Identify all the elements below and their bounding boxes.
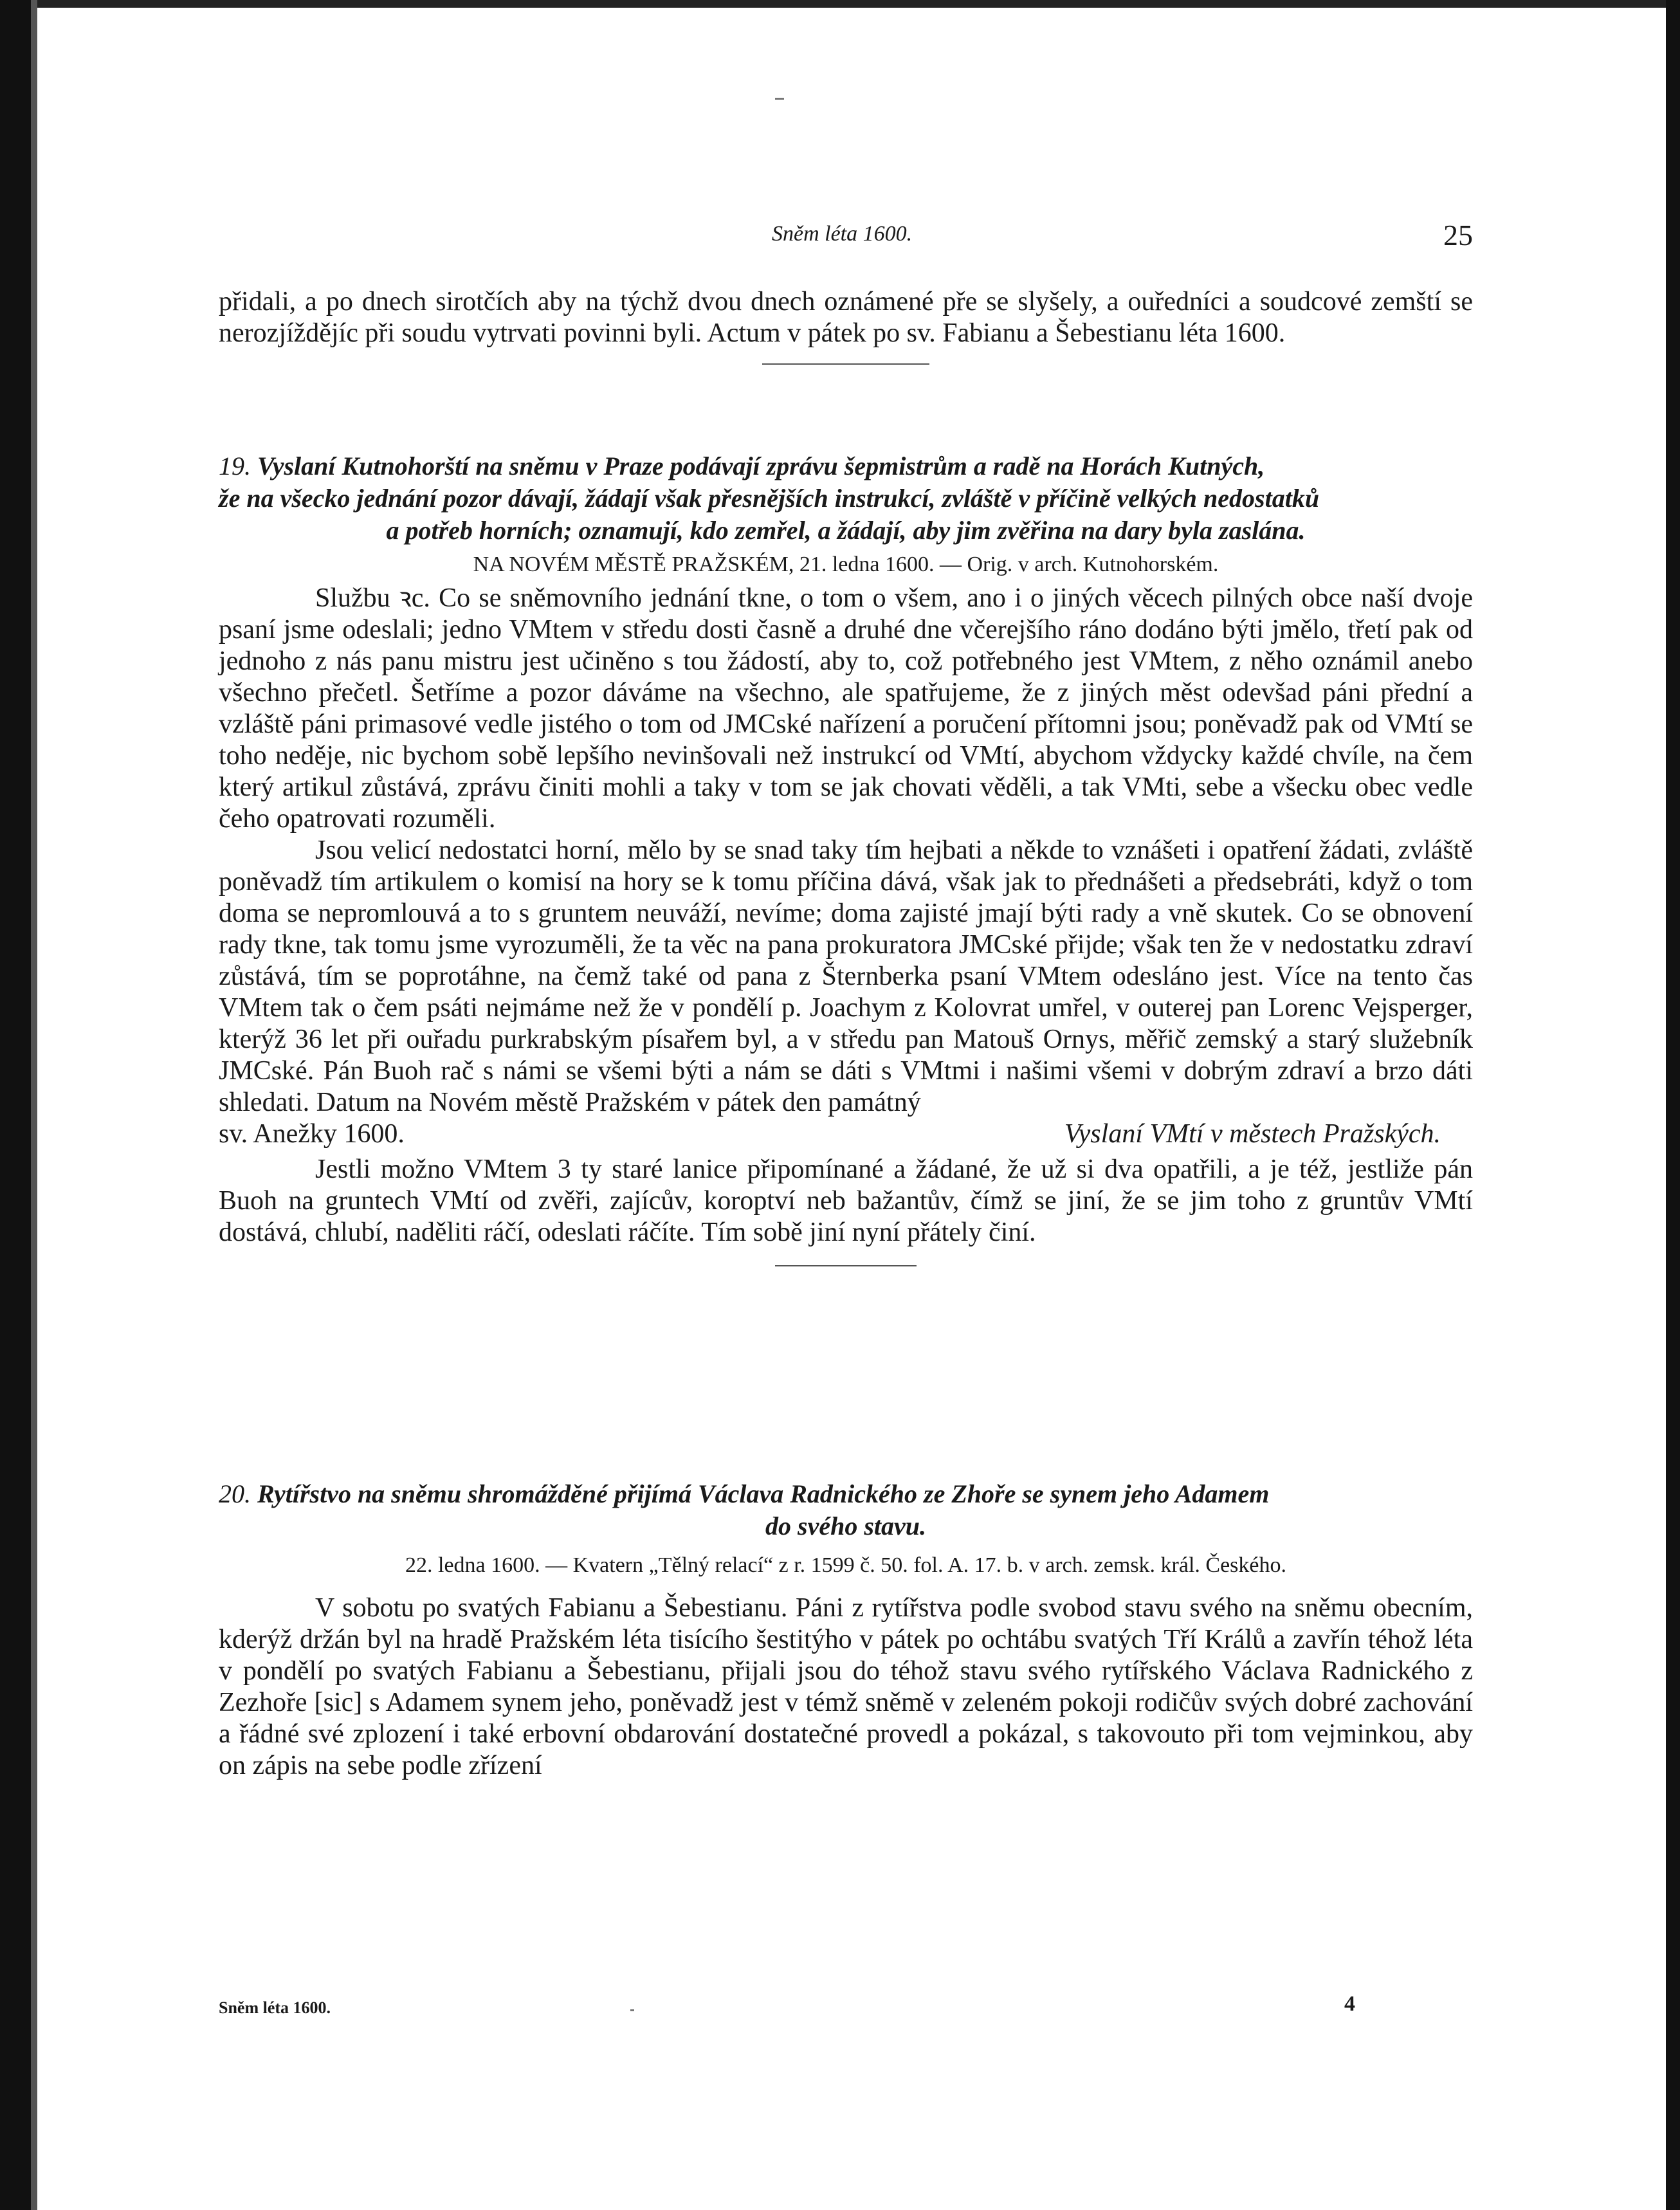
doc19-source: NA NOVÉM MĚSTĚ PRAŽSKÉM, 21. ledna 1600. — Orig. v arch. Kutnohorském. [473, 552, 1219, 576]
footer-title: Sněm léta 1600. [219, 1998, 331, 2017]
continuation-block [219, 286, 1473, 365]
doc19-number: 19. [219, 452, 251, 480]
doc19-heading [219, 450, 1473, 482]
signature-mark: 4 [1344, 1992, 1355, 2016]
doc19-heading-line1: Vyslaní Kutnohorští na sněmu v Praze podávají zprávu šepmistrům a radě na Horách Kutných, [257, 452, 1265, 480]
scan-left-edge [0, 0, 31, 2210]
scan-right-edge [1666, 0, 1680, 2210]
doc20-source: 22. ledna 1600. — Kvatern „Tělný relací“ z r. 1599 č. 50. fol. A. 17. b. v arch. zemsk. král. Českého. [405, 1553, 1286, 1577]
doc19-heading-line2: že na všecko jednání pozor dávají, žádají však přesnějších instrukcí, zvláště v příčině velkých nedostatků [219, 484, 1320, 513]
document-20 [219, 1478, 1473, 1782]
doc19-signature-line [219, 1119, 1473, 1150]
separator-rule [762, 363, 929, 365]
doc19-date-end: sv. Anežky 1600. [219, 1119, 405, 1149]
separator-rule [775, 1265, 917, 1266]
running-head [219, 219, 1473, 260]
document-19 [219, 450, 1473, 1266]
doc19-paragraph-2: Jsou velicí nedostatci horní, mělo by se snad taky tím hejbati a někde to vznášeti i opatření žádati, zvláště poněvadž tím artikulem o komisí na hory se k tomu příčina dává, však jak to přednášeti a předsebráti, když o tom doma se nepromlouvá a to s gruntem neuváží, nevíme; doma zajisté jmají býti rady a vně skutek. Co se obnovení rady tkne, tak tomu jsme vyrozuměli, že ta věc na pana prokuratora JMCské přijde; však ten že v nedostatku zdraví zůstává, tím se poprotáhne, na čemž také od pana z Šternberka psaní VMtem odesláno jest. Více na tento čas VMtem tak o čem psáti nejmáme než že v pondělí p. Joachym z Kolovrat umřel, v outerej pan Lorenc Vejsperger, kterýž 36 let při ouřadu purkrabským písařem byl, a v středu pan Matouš Ornys, měřič zemský a starý služebník JMCské. Pán Buoh rač s námi se všemi býti a nám se dáti s VMtmi i našimi všemi v dobrým zdraví a brzo dáti shledati. Datum na Novém městě Pražském v pátek den památný [219, 836, 1473, 1117]
doc20-number: 20. [219, 1479, 251, 1508]
scan-speck [775, 98, 784, 100]
continuation-paragraph: přidali, a po dnech sirotčích aby na týchž dvou dnech oznámené pře se slyšely, a ouředníci a soudcové zemští se nerozjíždějíc při soudu vytrvati povinni byli. Actum v pátek po sv. Fabianu a Šebestianu léta 1600. [219, 287, 1473, 348]
doc19-paragraph-3: Jestli možno VMtem 3 ty staré lanice připomínané a žádané, že už si dva opatřili, a je též, jestliže pán Buoh na gruntech VMtí od zvěři, zajícův, koroptví neb bažantův, čímž se jiní, že se jim toho z gruntův VMtí dostává, chlubí, naděliti ráčí, odeslati ráčíte. Tím sobě jiní nyní přátely činí. [219, 1155, 1473, 1247]
doc20-paragraph-1: V sobotu po svatých Fabianu a Šebestianu. Páni z rytířstva podle svobod stavu svého na sněmu obecním, kderýž držán byl na hradě Pražském léta tisícího šestitýho v pátek po ochtábu svatých Tří Králů a zavřín téhož léta v pondělí po svatých Fabianu a Šebestianu, přijali jsou do téhož stavu svého rytířského Václava Radnického z Zezhoře [sic] s Adamem synem jeho, poněvadž jest v témž sněmě v zeleném pokoji rodičův svých dobré zachování a řádné své zplození i také erbovní obdarování dostatečné provedl a pokázal, s takovouto při tom vejminkou, aby on zápis na sebe podle zřízení [219, 1593, 1473, 1780]
doc20-heading-line2: do svého stavu. [765, 1511, 926, 1540]
page-number: 25 [1443, 219, 1473, 251]
scan-top-edge [0, 0, 1680, 8]
page-footer [219, 1992, 1473, 2018]
scan-left-shadow [31, 0, 37, 2210]
doc19-signature: Vyslaní VMtí v městech Pražských. [1064, 1119, 1441, 1149]
scan-speck [630, 2009, 634, 2011]
doc20-heading-line1: Rytířstvo na sněmu shromážděné přijímá Václava Radnického ze Zhoře se synem jeho Adamem [257, 1479, 1270, 1508]
doc19-heading-line3: a potřeb horních; oznamují, kdo zemřel, a žádají, aby jim zvěřina na dary byla zaslána. [386, 516, 1306, 545]
running-title: Sněm léta 1600. [772, 222, 913, 246]
doc20-heading [219, 1478, 1473, 1510]
doc19-paragraph-1: Službu ꝛc. Co se sněmovního jednání tkne, o tom o všem, ano i o jiných věcech pilných obce naší dvoje psaní jsme odeslali; jedno VMtem v středu dosti časně a druhé dne včerejšího ráno dodáno býti jmělo, třetí pak od jednoho z nás panu mistru jest učiněno s tou žádostí, aby to, což potřebného jest VMtem, z něho oznámil anebo všechno přečetl. Šetříme a pozor dáváme na všechno, ale spatřujeme, že z jiných měst odevšad páni přední a vzláště páni primasové vedle jistého o tom od JMCské nařízení a poručení přítomni jsou; poněvadž pak od VMtí se toho neděje, nic bychom sobě lepšího nevinšovali než instrukcí od VMtí, abychom vždycky každé chvíle, na čem který artikul zůstává, zprávu činiti mohli a taky v tom se jak chovati věděli, a tak VMti, sebe a všecku obec vedle čeho opatrovati rozuměli. [219, 583, 1473, 834]
